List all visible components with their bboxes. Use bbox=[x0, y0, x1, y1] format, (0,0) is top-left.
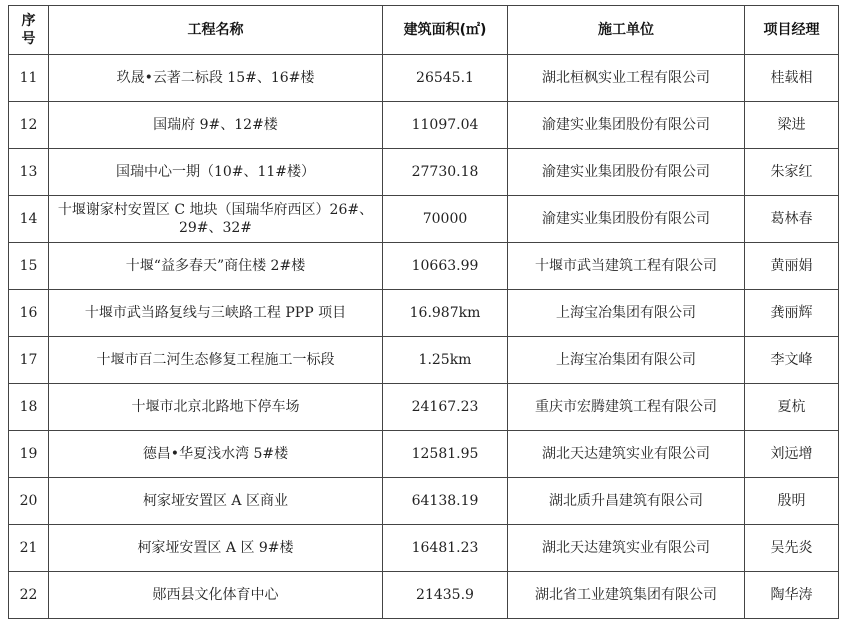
cell-project-name: 十堰市武当路复线与三峡路工程 PPP 项目 bbox=[49, 290, 383, 337]
cell-serial-number: 16 bbox=[9, 290, 49, 337]
cell-construction-company: 渝建实业集团股份有限公司 bbox=[508, 196, 745, 243]
cell-project-name: 十堰“益多春天”商住楼 2#楼 bbox=[49, 243, 383, 290]
cell-project-manager: 葛林春 bbox=[745, 196, 839, 243]
cell-project-manager: 龚丽辉 bbox=[745, 290, 839, 337]
cell-building-area: 16481.23 bbox=[383, 525, 508, 572]
table-row bbox=[9, 149, 839, 196]
cell-serial-number: 21 bbox=[9, 525, 49, 572]
cell-project-manager: 梁进 bbox=[745, 102, 839, 149]
cell-construction-company: 渝建实业集团股份有限公司 bbox=[508, 149, 745, 196]
cell-project-manager: 殷明 bbox=[745, 478, 839, 525]
cell-building-area: 24167.23 bbox=[383, 384, 508, 431]
cell-building-area: 12581.95 bbox=[383, 431, 508, 478]
table-row bbox=[9, 572, 839, 619]
cell-construction-company: 上海宝冶集团有限公司 bbox=[508, 337, 745, 384]
cell-building-area: 64138.19 bbox=[383, 478, 508, 525]
table-row bbox=[9, 55, 839, 102]
cell-construction-company: 十堰市武当建筑工程有限公司 bbox=[508, 243, 745, 290]
table-row bbox=[9, 384, 839, 431]
cell-project-name: 十堰市北京北路地下停车场 bbox=[49, 384, 383, 431]
cell-building-area: 11097.04 bbox=[383, 102, 508, 149]
header-project-manager: 项目经理 bbox=[745, 6, 839, 55]
table-header-row bbox=[9, 6, 839, 55]
cell-serial-number: 19 bbox=[9, 431, 49, 478]
cell-project-name: 德昌•华夏浅水湾 5#楼 bbox=[49, 431, 383, 478]
cell-project-name: 十堰谢家村安置区 C 地块（国瑞华府西区）26#、29#、32# bbox=[49, 196, 383, 243]
table-row bbox=[9, 196, 839, 243]
cell-serial-number: 22 bbox=[9, 572, 49, 619]
cell-building-area: 10663.99 bbox=[383, 243, 508, 290]
header-construction-company: 施工单位 bbox=[508, 6, 745, 55]
table-row bbox=[9, 243, 839, 290]
cell-project-manager: 吴先炎 bbox=[745, 525, 839, 572]
cell-building-area: 26545.1 bbox=[383, 55, 508, 102]
table-row bbox=[9, 290, 839, 337]
cell-construction-company: 重庆市宏腾建筑工程有限公司 bbox=[508, 384, 745, 431]
cell-serial-number: 11 bbox=[9, 55, 49, 102]
cell-project-manager: 桂载相 bbox=[745, 55, 839, 102]
cell-construction-company: 湖北省工业建筑集团有限公司 bbox=[508, 572, 745, 619]
cell-construction-company: 湖北质升昌建筑有限公司 bbox=[508, 478, 745, 525]
cell-serial-number: 20 bbox=[9, 478, 49, 525]
cell-project-name: 国瑞中心一期（10#、11#楼） bbox=[49, 149, 383, 196]
cell-construction-company: 上海宝冶集团有限公司 bbox=[508, 290, 745, 337]
table-row bbox=[9, 431, 839, 478]
cell-serial-number: 18 bbox=[9, 384, 49, 431]
cell-building-area: 16.987km bbox=[383, 290, 508, 337]
cell-building-area: 27730.18 bbox=[383, 149, 508, 196]
cell-project-name: 柯家垭安置区 A 区 9#楼 bbox=[49, 525, 383, 572]
cell-building-area: 70000 bbox=[383, 196, 508, 243]
header-building-area: 建筑面积(㎡) bbox=[383, 6, 508, 55]
cell-serial-number: 14 bbox=[9, 196, 49, 243]
cell-project-manager: 朱家红 bbox=[745, 149, 839, 196]
cell-serial-number: 12 bbox=[9, 102, 49, 149]
header-project-name: 工程名称 bbox=[49, 6, 383, 55]
cell-project-manager: 李文峰 bbox=[745, 337, 839, 384]
cell-project-name: 郧西县文化体育中心 bbox=[49, 572, 383, 619]
cell-project-manager: 夏杭 bbox=[745, 384, 839, 431]
project-table-container bbox=[8, 5, 839, 619]
cell-building-area: 21435.9 bbox=[383, 572, 508, 619]
cell-project-manager: 刘远增 bbox=[745, 431, 839, 478]
table-row bbox=[9, 525, 839, 572]
table-row bbox=[9, 102, 839, 149]
cell-project-manager: 陶华涛 bbox=[745, 572, 839, 619]
table-row bbox=[9, 337, 839, 384]
table-row bbox=[9, 478, 839, 525]
header-serial-number: 序号 bbox=[9, 6, 49, 55]
cell-project-manager: 黄丽娟 bbox=[745, 243, 839, 290]
cell-project-name: 十堰市百二河生态修复工程施工一标段 bbox=[49, 337, 383, 384]
cell-project-name: 玖晟•云著二标段 15#、16#楼 bbox=[49, 55, 383, 102]
project-table bbox=[8, 5, 839, 619]
cell-building-area: 1.25km bbox=[383, 337, 508, 384]
cell-serial-number: 15 bbox=[9, 243, 49, 290]
cell-serial-number: 13 bbox=[9, 149, 49, 196]
cell-project-name: 国瑞府 9#、12#楼 bbox=[49, 102, 383, 149]
cell-construction-company: 湖北桓枫实业工程有限公司 bbox=[508, 55, 745, 102]
cell-construction-company: 渝建实业集团股份有限公司 bbox=[508, 102, 745, 149]
cell-serial-number: 17 bbox=[9, 337, 49, 384]
cell-construction-company: 湖北天达建筑实业有限公司 bbox=[508, 525, 745, 572]
cell-project-name: 柯家垭安置区 A 区商业 bbox=[49, 478, 383, 525]
cell-construction-company: 湖北天达建筑实业有限公司 bbox=[508, 431, 745, 478]
